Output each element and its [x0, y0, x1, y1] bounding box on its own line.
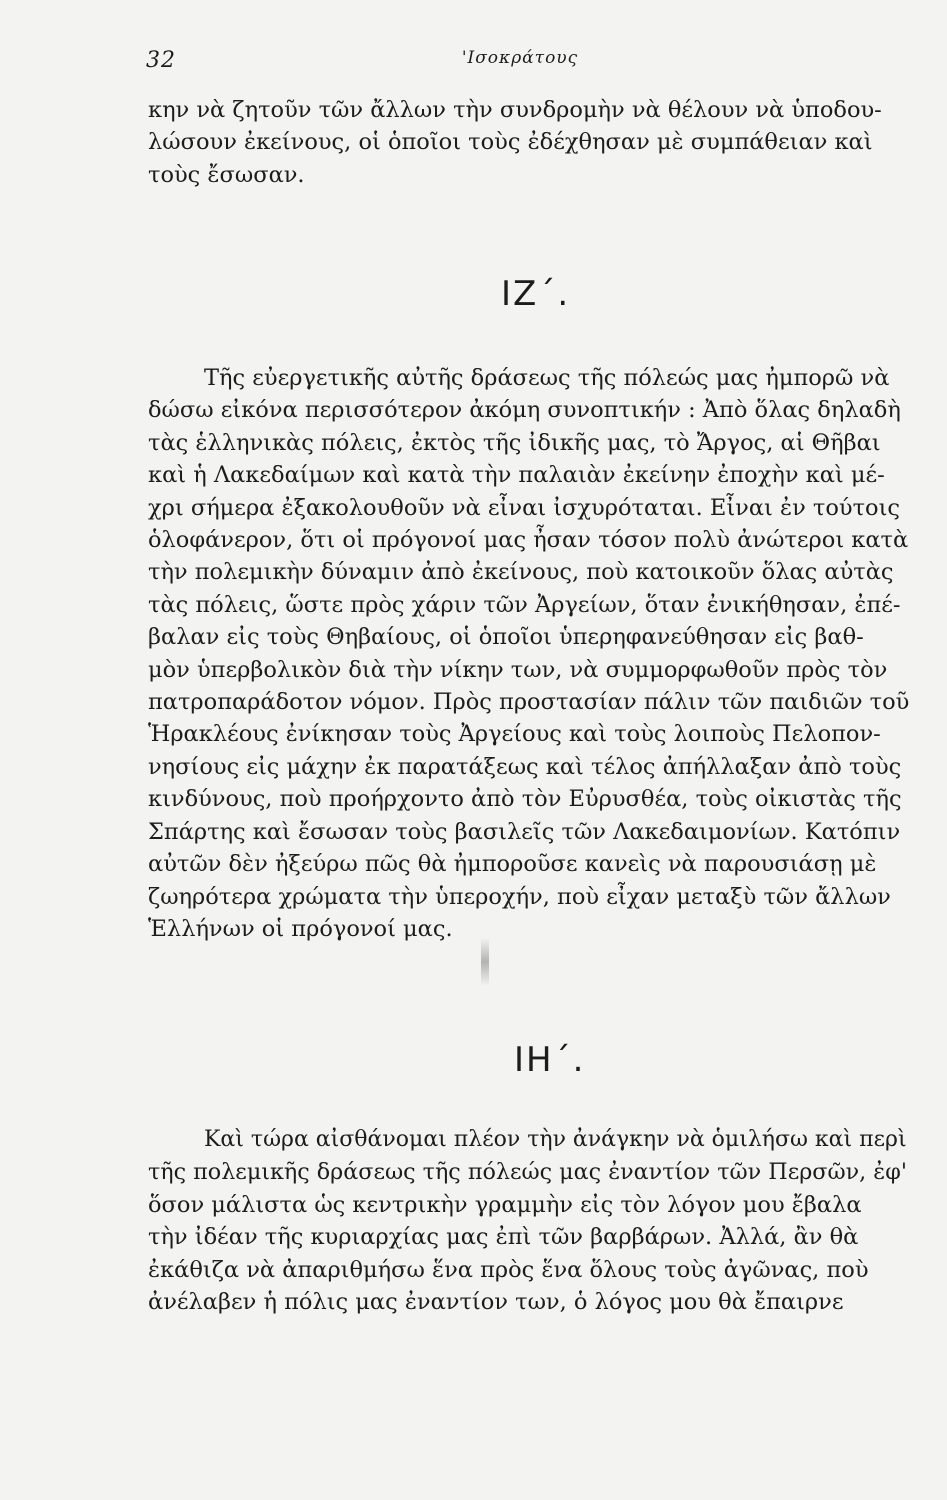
text-line: τὰς πόλεις, ὥστε πρὸς χάριν τῶν Ἀργείων, ὅταν ἐνικήθησαν, ἐπέ-	[148, 591, 901, 618]
text-line: τοὺς ἔσωσαν.	[148, 161, 305, 188]
ink-smudge	[481, 938, 489, 986]
text-line: τὴν ἰδέαν τῆς κυριαρχίας μας ἐπὶ τῶν βαρβάρων. Ἀλλά, ἂν θὰ	[148, 1224, 859, 1251]
text-line: Καὶ τώρα αἰσθάνομαι πλέον τὴν ἀνάγκην νὰ ὁμιλήσω καὶ περὶ	[204, 1127, 907, 1152]
text-line: ὅσον μάλιστα ὡς κεντρικὴν γραμμὴν εἰς τὸν λόγον μου ἔβαλα	[148, 1191, 862, 1218]
text-line: χρι σήμερα ἐξακολουθοῦν νὰ εἶναι ἰσχυρόταται. Εἶναι ἐν τούτοις	[148, 494, 900, 521]
section-heading-18: ΙΗ΄.	[514, 1040, 586, 1080]
text-line: ἀνέλαβεν ἡ πόλις μας ἐναντίον των, ὁ λόγος μου θὰ ἔπαιρνε	[148, 1289, 844, 1316]
text-line: Ἑλλήνων οἱ πρόγονοί μας.	[148, 915, 453, 942]
text-line: τὴν πολεμικὴν δύναμιν ἀπὸ ἐκείνους, ποὺ κατοικοῦν ὅλας αὐτὰς	[148, 559, 894, 586]
text-line: δώσω εἰκόνα περισσότερον ἀκόμη συνοπτικήν : Ἀπὸ ὅλας δηλαδὴ	[148, 397, 901, 424]
section-17-paragraph	[148, 362, 910, 945]
section-18-paragraph	[148, 1124, 910, 1318]
section-heading-17: ΙΖ΄.	[501, 274, 571, 314]
text-line: λώσουν ἐκείνους, οἱ ὁποῖοι τοὺς ἐδέχθησαν μὲ συμπάθειαν καὶ	[148, 129, 873, 156]
text-line: κινδύνους, ποὺ προήρχοντο ἀπὸ τὸν Εὐρυσθέα, τοὺς οἰκιστὰς τῆς	[148, 786, 902, 813]
text-line: ἐκάθιζα νὰ ἀπαριθμήσω ἕνα πρὸς ἕνα ὅλους τοὺς ἀγῶνας, ποὺ	[148, 1256, 869, 1283]
running-title: 'Ισοκράτους	[461, 48, 579, 68]
text-line: ὁλοφάνερον, ὅτι οἱ πρόγονοί μας ἦσαν τόσον πολὺ ἀνώτεροι κατὰ	[148, 527, 909, 554]
text-line: καὶ ἡ Λακεδαίμων καὶ κατὰ τὴν παλαιὰν ἐκείνην ἐποχὴν καὶ μέ-	[148, 462, 885, 489]
text-line: πατροπαράδοτον νόμον. Πρὸς προστασίαν πάλιν τῶν παιδιῶν τοῦ	[148, 689, 910, 716]
text-line: τὰς ἑλληνικὰς πόλεις, ἐκτὸς τῆς ἰδικῆς μας, τὸ Ἄργος, αἱ Θῆβαι	[148, 429, 881, 456]
text-line: βαλαν εἰς τοὺς Θηβαίους, οἱ ὁποῖοι ὑπερηφανεύθησαν εἰς βαθ-	[148, 624, 864, 651]
text-line: Σπάρτης καὶ ἔσωσαν τοὺς βασιλεῖς τῶν Λακεδαιμονίων. Κατόπιν	[148, 818, 901, 845]
text-line: ζωηρότερα χρώματα τὴν ὑπεροχήν, ποὺ εἶχαν μεταξὺ τῶν ἄλλων	[148, 883, 891, 910]
text-line: μὸν ὑπερβολικὸν διὰ τὴν νίκην των, νὰ συμμορφωθοῦν πρὸς τὸν	[148, 656, 888, 683]
text-line: τῆς πολεμικῆς δράσεως τῆς πόλεώς μας ἐναντίον τῶν Περσῶν, ἐφ'	[148, 1159, 907, 1186]
text-line: νησίους εἰς μάχην ἐκ παρατάξεως καὶ τέλος ἀπήλλαξαν ἀπὸ τοὺς	[148, 753, 902, 780]
text-line: Τῆς εὐεργετικῆς αὐτῆς δράσεως τῆς πόλεώς μας ἠμπορῶ νὰ	[204, 365, 890, 391]
text-line: κην νὰ ζητοῦν τῶν ἄλλων τὴν συνδρομὴν νὰ θέλουν νὰ ὑποδου-	[148, 97, 882, 123]
text-line: Ἡρακλέους ἐνίκησαν τοὺς Ἀργείους καὶ τοὺς λοιποὺς Πελοπον-	[148, 721, 881, 748]
page-number: 32	[146, 48, 176, 73]
intro-paragraph	[148, 94, 910, 191]
text-line: αὐτῶν δὲν ἠξεύρω πῶς θὰ ἠμποροῦσε κανεὶς νὰ παρουσιάσῃ μὲ	[148, 851, 877, 878]
